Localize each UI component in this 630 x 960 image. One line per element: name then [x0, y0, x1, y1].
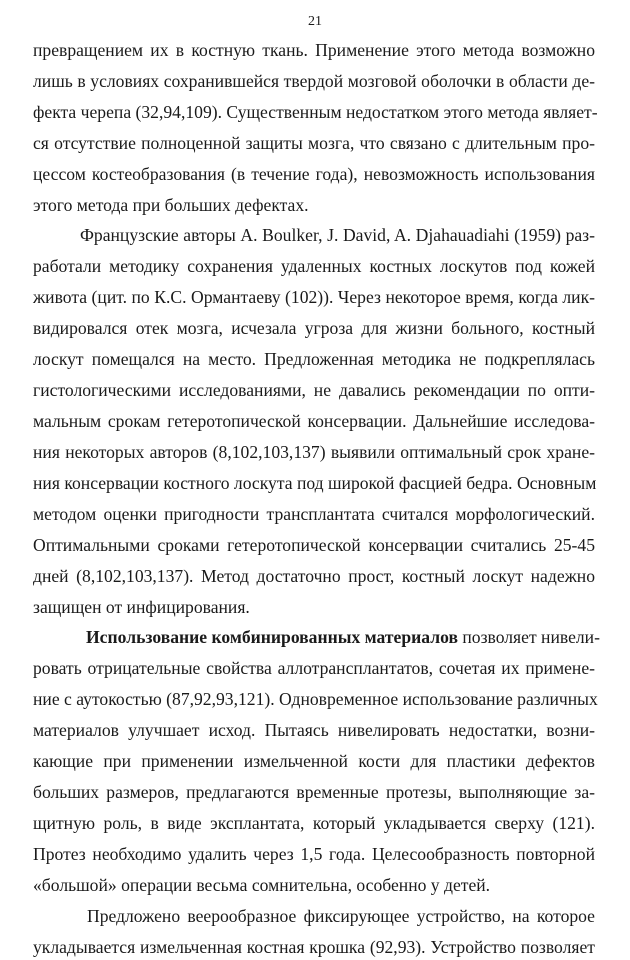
text-line: Французские авторы A. Boulker, J. David, A. Djahauadiahi (1959) раз-: [80, 225, 595, 245]
text-line: укладывается измельченная костная крошка (92,93). Устройство позволяет: [33, 937, 595, 957]
text-line: лоскут помещался на место. Предложенная методика не подкреплялась: [33, 349, 595, 369]
page-number: 21: [308, 14, 322, 29]
text-line: лишь в условиях сохранившейся твердой мозговой оболочки в области де-: [33, 71, 595, 91]
text-line: «большой» операции весьма сомнительна, особенно у детей.: [33, 875, 491, 895]
text-line: щитную роль, в виде эксплантата, который укладывается сверху (121).: [33, 813, 595, 833]
text-line: больших размеров, предлагаются временные протезы, выполняющие за-: [33, 782, 595, 802]
text-line: ние с аутокостью (87,92,93,121). Одновременное использование различных: [33, 689, 598, 709]
text-line: этого метода при больших дефектах.: [33, 195, 309, 215]
text-line: дней (8,102,103,137). Метод достаточно прост, костный лоскут надежно: [33, 566, 595, 586]
text-line: цессом костеобразования (в течение года), невозможность использования: [33, 164, 595, 184]
text-line: живота (цит. по К.С. Ормантаеву (102)). Через некоторое время, когда лик-: [33, 287, 595, 307]
text-line: материалов улучшает исход. Пытаясь нивелировать недостатки, возни-: [33, 720, 595, 740]
text-line: Предложено веерообразное фиксирующее устройство, на которое: [87, 906, 595, 926]
bold-lead-text: Использование комбинированных материалов: [86, 627, 458, 647]
text-line: кающие при применении измельченной кости для пластики дефектов: [33, 751, 595, 771]
text-line: видировался отек мозга, исчезала угроза для жизни больного, костный: [33, 318, 595, 338]
text-line: Оптимальными сроками гетеротопической консервации считались 25-45: [33, 535, 595, 555]
text-line: Протез необходимо удалить через 1,5 года. Целесообразность повторной: [33, 844, 595, 864]
text-line: гистологическими исследованиями, не давались рекомендации по опти-: [33, 380, 595, 400]
text-line: превращением их в костную ткань. Применение этого метода возможно: [33, 40, 595, 60]
text-line: защищен от инфицирования.: [33, 597, 250, 617]
text-line: ния некоторых авторов (8,102,103,137) выявили оптимальный срок хране-: [33, 442, 595, 462]
text-line: [86, 626, 600, 648]
text-line: ся отсутствие полноценной защиты мозга, что связано с длительным про-: [33, 133, 595, 153]
text-line: ровать отрицательные свойства аллотрансплантатов, сочетая их примене-: [33, 658, 595, 678]
text-line: мальным срокам гетеротопической консервации. Дальнейшие исследова-: [33, 411, 595, 431]
text-line: методом оценки пригодности трансплантата считался морфологический.: [33, 504, 595, 524]
text-line: фекта черепа (32,94,109). Существенным недостатком этого метода являет-: [33, 102, 598, 122]
text-line: работали методику сохранения удаленных костных лоскутов под кожей: [33, 256, 595, 276]
text-segment: позволяет нивели-: [457, 627, 600, 647]
text-line: ния консервации костного лоскута под широкой фасцией бедра. Основным: [33, 473, 597, 493]
